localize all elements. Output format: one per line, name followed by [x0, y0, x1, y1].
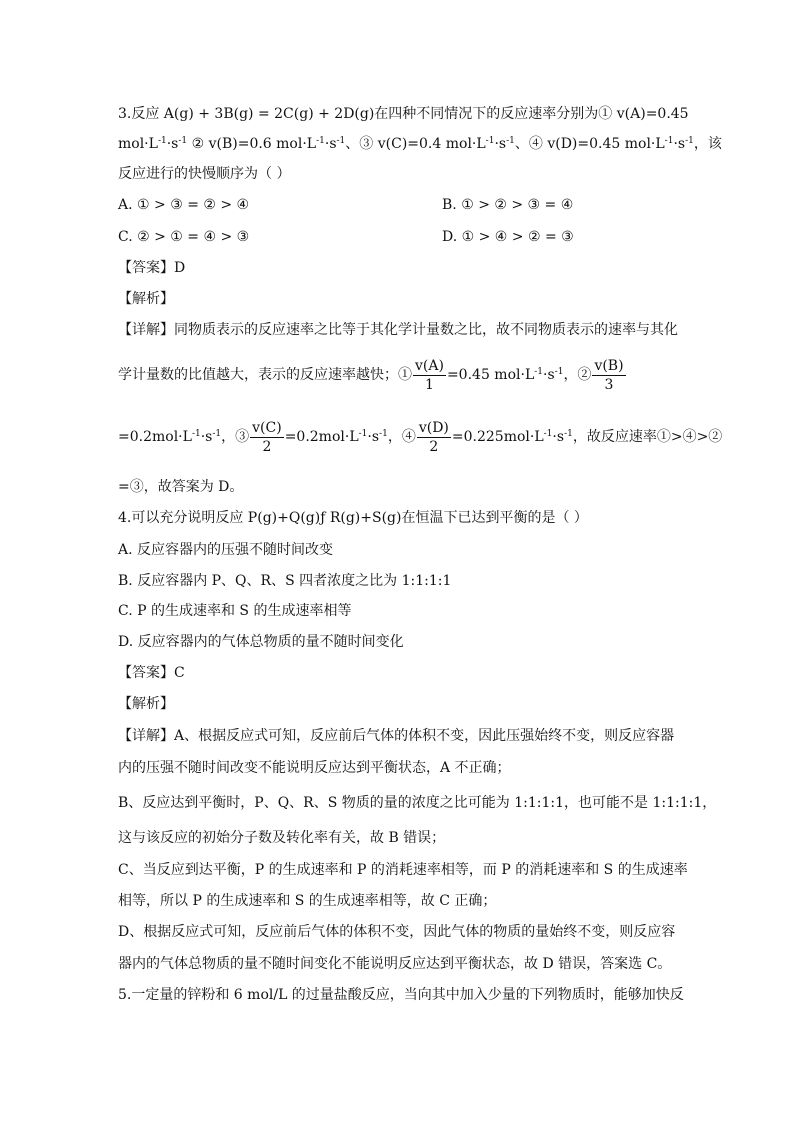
q4-detail-line: 器内的气体总物质的量不随时间变化不能说明反应达到平衡状态，故 D 错误，答案选 C。 [118, 956, 672, 972]
q4-detail-line: 这与该反应的初始分子数及转化率有关，故 B 错误； [118, 830, 446, 846]
q4-detail-line: D、根据反应式可知，反应前后气体的体积不变，因此气体的物质的量始终不变，则反应容 [118, 924, 676, 940]
q4-detail-line: B、反应达到平衡时，P、Q、R、S 物质的量的浓度之比可能为 1:1:1:1，也可能不是 1:1:1:1， [118, 795, 717, 811]
q3-detail-line-1: 【详解】同物质表示的反应速率之比等于其化学计量数之比，故不同物质表示的速率与其化 [118, 322, 678, 338]
fraction-vd: $\frac{v(D)}{2}$ [418, 419, 449, 455]
q3-option-d: D. ① > ④ > ② = ③ [442, 229, 574, 245]
q3-stem-line-2: $mol\cdot L^{-1}\cdot s^{-1}$ ② v(B)=0.6 $mol\cdot L^{-1}\cdot s^{-1}$、③ v(C)=0.4 $mol\cdot L^{-1}\cdot s^{-1}$、④ v(D)=0.45 $mol\cdot L^{-1}\cdot s^{-1}$，该 [118, 136, 722, 152]
q4-option-a: A. 反应容器内的压强不随时间改变 [118, 542, 334, 558]
q5-stem: 5.一定量的锌粉和 6 mol/L 的过量盐酸反应，当向其中加入少量的下列物质时，能够加快反 [118, 987, 684, 1003]
q4-detail-line: C、当反应到达平衡，P 的生成速率和 P 的消耗速率相等，而 P 的消耗速率和 S 的生成速率 [118, 862, 688, 878]
q3-stem-line-1: 3.反应 A(g) + 3B(g) = 2C(g) + 2D(g)在四种不同情况下的反应速率分别为① v(A)=0.45 [118, 106, 689, 122]
q4-detail-line: 【详解】A、根据反应式可知，反应前后气体的体积不变，因此压强始终不变，则反应容器 [118, 728, 675, 744]
fraction-va: $\frac{v(A)}{1}$ [415, 357, 444, 393]
q3-answer: 【答案】D [118, 260, 186, 276]
q4-option-b: B. 反应容器内 P、Q、R、S 四者浓度之比为 1:1:1:1 [118, 573, 452, 589]
q3-detail-line-3: $=0.2mol\cdot L^{-1}\cdot s^{-1}$，③ $\frac{v(C)}{2}$ $=0.2mol\cdot L^{-1}\cdot s^{-1}$，④ $\frac{v(D)}{2}$ $=0.225mol\cdot L^{-1}\cdot s^{-1}$，故反应速率①>④>② [118, 419, 723, 455]
q4-stem: 4.可以充分说明反应 P(g)+Q(g)ƒ R(g)+S(g)在恒温下已达到平衡的是（ ） [118, 510, 588, 526]
fraction-vb: $\frac{v(B)}{3}$ [594, 357, 624, 393]
fraction-vc: $\frac{v(C)}{2}$ [252, 419, 282, 455]
q3-detail-line-2: 学计量数的比值越大，表示的反应速率越快；① $\frac{v(A)}{1}$ =0.45 $mol\cdot L^{-1}\cdot s^{-1}$，② $\frac{v(B)}{3}$ [118, 357, 624, 393]
q3-option-a: A. ① > ③ = ② > ④ [118, 197, 250, 213]
q4-analysis-heading: 【解析】 [118, 696, 174, 712]
q3-detail-line-4: =③，故答案为 D。 [118, 479, 244, 495]
q4-answer: 【答案】C [118, 665, 185, 681]
q4-option-c: C. P 的生成速率和 S 的生成速率相等 [118, 603, 352, 619]
q4-detail-line: 相等，所以 P 的生成速率和 S 的生成速率相等，故 C 正确； [118, 893, 497, 909]
q3-analysis-heading: 【解析】 [118, 291, 174, 307]
q3-option-b: B. ① > ② > ③ = ④ [442, 197, 574, 213]
q3-option-c: C. ② > ① = ④ > ③ [118, 229, 250, 245]
q4-detail-line: 内的压强不随时间改变不能说明反应达到平衡状态，A 不正确； [118, 760, 511, 776]
q3-stem-line-3: 反应进行的快慢顺序为（ ） [118, 166, 291, 182]
q4-option-d: D. 反应容器内的气体总物质的量不随时间变化 [118, 634, 404, 650]
